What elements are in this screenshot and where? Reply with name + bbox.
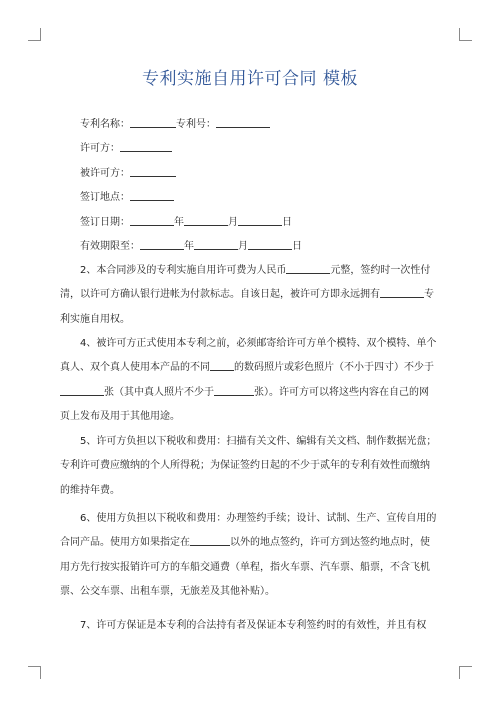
validity-day-blank[interactable] bbox=[248, 239, 292, 250]
sign-place-blank[interactable] bbox=[130, 190, 174, 201]
day-label: 日 bbox=[282, 217, 292, 228]
clause-7: 7、许可方保证是本专利的合法持有者及保证本专利签约时的有效性，并且有权 bbox=[80, 620, 427, 631]
year-label: 年 bbox=[174, 217, 184, 228]
crop-mark-top-right bbox=[459, 28, 472, 41]
patent-name-blank[interactable] bbox=[130, 117, 176, 128]
clause-2-text-c: 专利实施自用权。 bbox=[60, 289, 434, 325]
sign-month-blank[interactable] bbox=[184, 215, 228, 226]
licensee-blank[interactable] bbox=[130, 166, 176, 177]
clause-4-text-d: 张）。许可方可以将这些内容在自己的网页上发布及用于其他用途。 bbox=[60, 386, 429, 423]
patent-name-label: 专利名称： bbox=[80, 119, 130, 130]
crop-mark-top-left bbox=[28, 28, 41, 41]
licensor-blank[interactable] bbox=[120, 141, 172, 152]
license-fee-blank[interactable] bbox=[286, 263, 330, 274]
clause-6-text-a: 6、使用方负担以下税收和费用：办理签约手续；设计、试制、生产、宣传自用的合同产品。使用方如果指定在 bbox=[60, 513, 437, 549]
sign-year-blank[interactable] bbox=[130, 215, 174, 226]
clause-2 bbox=[60, 259, 438, 332]
clause-2-text-b: 元整，签约时一次性付清，以许可方确认银行进帐为付款标志。自该日起，被许可方即永远拥有 bbox=[60, 265, 431, 301]
real-photo-count-blank[interactable] bbox=[214, 385, 254, 396]
sign-day-blank[interactable] bbox=[238, 215, 282, 226]
photo-type-blank[interactable] bbox=[210, 360, 234, 371]
sign-place-label: 签订地点： bbox=[80, 192, 130, 203]
sign-place-line bbox=[80, 190, 174, 205]
patent-no-label: 专利号： bbox=[176, 119, 216, 130]
validity-line bbox=[80, 239, 302, 254]
validity-year-blank[interactable] bbox=[140, 239, 184, 250]
licensee-line bbox=[80, 166, 176, 181]
patent-no-blank[interactable] bbox=[216, 117, 270, 128]
validity-year-label: 年 bbox=[184, 241, 194, 252]
clause-4-text-c: 张（其中真人照片不少于 bbox=[104, 386, 214, 398]
clause-4-text-a: 4、被许可方正式使用本专利之前，必须邮寄给许可方单个模特、双个模特、单个真人、双个真人使用本产品的不同 bbox=[60, 338, 437, 374]
clause-4-text-b: 的数码照片或彩色照片（不小于四寸）不少于 bbox=[234, 362, 434, 374]
validity-month-blank[interactable] bbox=[194, 239, 238, 250]
patent-name-line bbox=[80, 117, 270, 132]
crop-mark-bottom-left bbox=[28, 666, 41, 679]
sign-date-line bbox=[80, 215, 292, 230]
licensor-line bbox=[80, 141, 172, 156]
licensee-label: 被许可方： bbox=[80, 168, 130, 179]
document-title: 专利实施自用许可合同 模板 bbox=[142, 69, 358, 89]
validity-day-label: 日 bbox=[292, 241, 302, 252]
validity-month-label: 月 bbox=[238, 241, 248, 252]
licensor-label: 许可方： bbox=[80, 143, 120, 154]
photo-count-blank[interactable] bbox=[60, 385, 104, 396]
clause-5: 5、许可方负担以下税收和费用：扫描有关文件、编辑有关文档、制作数据光盘；专利许可费应缴纳的个人所得税；为保证签约日起的不少于贰年的专利有效性而缴纳的维持年费。 bbox=[60, 436, 437, 496]
clause-6-text-b: 以外的地点签约，许可方到达签约地点时，使用方先行按实报销许可方的车船交通费（单程，指火车票、汽车票、船票，不含飞机票、公交车票、出租车票，无旅差及其他补贴）。 bbox=[60, 537, 430, 598]
clause-2-text-a: 2、本合同涉及的专利实施自用许可费为人民币 bbox=[80, 265, 287, 276]
sign-date-label: 签订日期： bbox=[80, 217, 130, 228]
crop-mark-bottom-right bbox=[459, 666, 472, 679]
validity-label: 有效期限至： bbox=[80, 241, 140, 252]
clause-6 bbox=[60, 507, 438, 605]
sign-location-blank[interactable] bbox=[190, 535, 230, 546]
clause-4 bbox=[60, 332, 438, 430]
licensee-name-blank[interactable] bbox=[380, 287, 424, 298]
month-label: 月 bbox=[228, 217, 238, 228]
